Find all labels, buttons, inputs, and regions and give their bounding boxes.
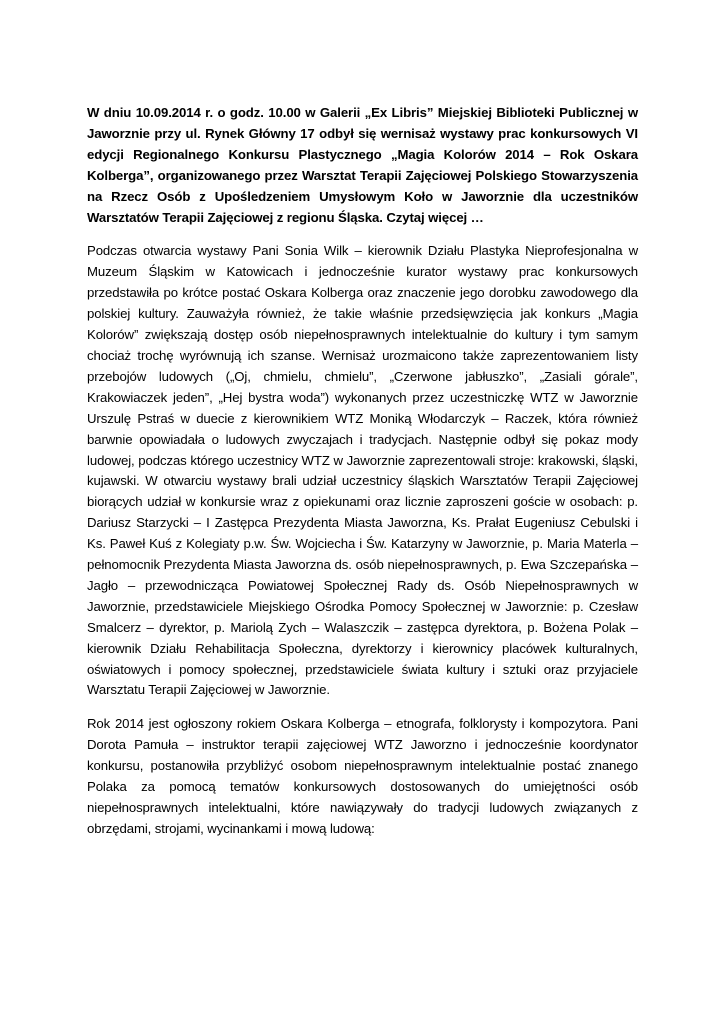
lead-paragraph: W dniu 10.09.2014 r. o godz. 10.00 w Galerii „Ex Libris” Miejskiej Biblioteki Publicznej w Jaworznie przy ul. Rynek Główny 17 odbył się wernisaż wystawy prac konkursowych VI edycji Regionalnego Konkursu Plastycznego „Magia Kolorów 2014 – Rok Oskara Kolberga”, organizowanego przez Warsztat Terapii Zajęciowej Polskiego Stowarzyszenia na Rzecz Osób z Upośledzeniem Umysłowym Koło w Jaworznie dla uczestników Warsztatów Terapii Zajęciowej z regionu Śląska. Czytaj więcej … [87, 105, 638, 225]
document-page [87, 103, 638, 840]
body-paragraph-1: Podczas otwarcia wystawy Pani Sonia Wilk – kierownik Działu Plastyka Nieprofesjonalna w Muzeum Śląskim w Katowicach i jednocześnie kurator wystawy prac konkursowych przedstawiła po krótce postać Oskara Kolberga oraz znaczenie jego dorobku zawodowego dla polskiej kultury. Zauważyła również, że takie właśnie przedsięwzięcia jak konkurs „Magia Kolorów” zwiększają dostęp osób niepełnosprawnych intelektualnie do kultury i tym samym chociaż trochę wyrównują ich szanse. Wernisaż urozmaicono także zaprezentowaniem listy przebojów ludowych („Oj, chmielu, chmielu”, „Czerwone jabłuszko”, „Zasiali górale”, Krakowiaczek jeden”, „Hej bystra woda”) wykonanych przez uczestniczkę WTZ w Jaworznie Urszulę Pstraś w duecie z kierownikiem WTZ Moniką Włodarczyk – Raczek, która również barwnie opowiadała o ludowych zwyczajach i tradycjach. Następnie odbył się pokaz mody ludowej, podczas którego uczestnicy WTZ w Jaworznie zaprezentowali stroje: krakowski, śląski, kujawski. W otwarciu wystawy brali udział uczestnicy śląskich Warsztatów Terapii Zajęciowej biorących udział w konkursie wraz z opiekunami oraz licznie zaproszeni goście w osobach: p. Dariusz Starzycki – I Zastępca Prezydenta Miasta Jaworzna, Ks. Prałat Eugeniusz Cebulski i Ks. Paweł Kuś z Kolegiaty p.w. Św. Wojciecha i Św. Katarzyny w Jaworznie, p. Maria Materla – pełnomocnik Prezydenta Miasta Jaworzna ds. osób niepełnosprawnych, p. Ewa Szczepańska – Jagło – przewodnicząca Powiatowej Społecznej Rady ds. Osób Niepełnosprawnych w Jaworznie, przedstawiciele Miejskiego Ośrodka Pomocy Społecznej w Jaworznie: p. Czesław Smalcerz – dyrektor, p. Mariolą Zych – Walaszczik – zastępca dyrektora, p. Bożena Polak – kierownik Działu Rehabilitacja Społeczna, dyrektorzy i kierownicy placówek kulturalnych, oświatowych i pomocy społecznej, przedstawiciele świata kultury i sztuki oraz przyjaciele Warsztatu Terapii Zajęciowej w Jaworznie. [87, 243, 638, 698]
body-paragraph-2: Rok 2014 jest ogłoszony rokiem Oskara Kolberga – etnografa, folklorysty i kompozytora. Pani Dorota Pamuła – instruktor terapii zajęciowej WTZ Jaworzno i jednocześnie koordynator konkursu, postanowiła przybliżyć osobom niepełnosprawnym intelektualnie postać znanego Polaka za pomocą tematów konkursowych dostosowanych do umiejętności osób niepełnosprawnych intelektualni, które nawiązywały do tradycji ludowych związanych z obrzędami, strojami, wycinankami i mową ludową: [87, 716, 638, 836]
